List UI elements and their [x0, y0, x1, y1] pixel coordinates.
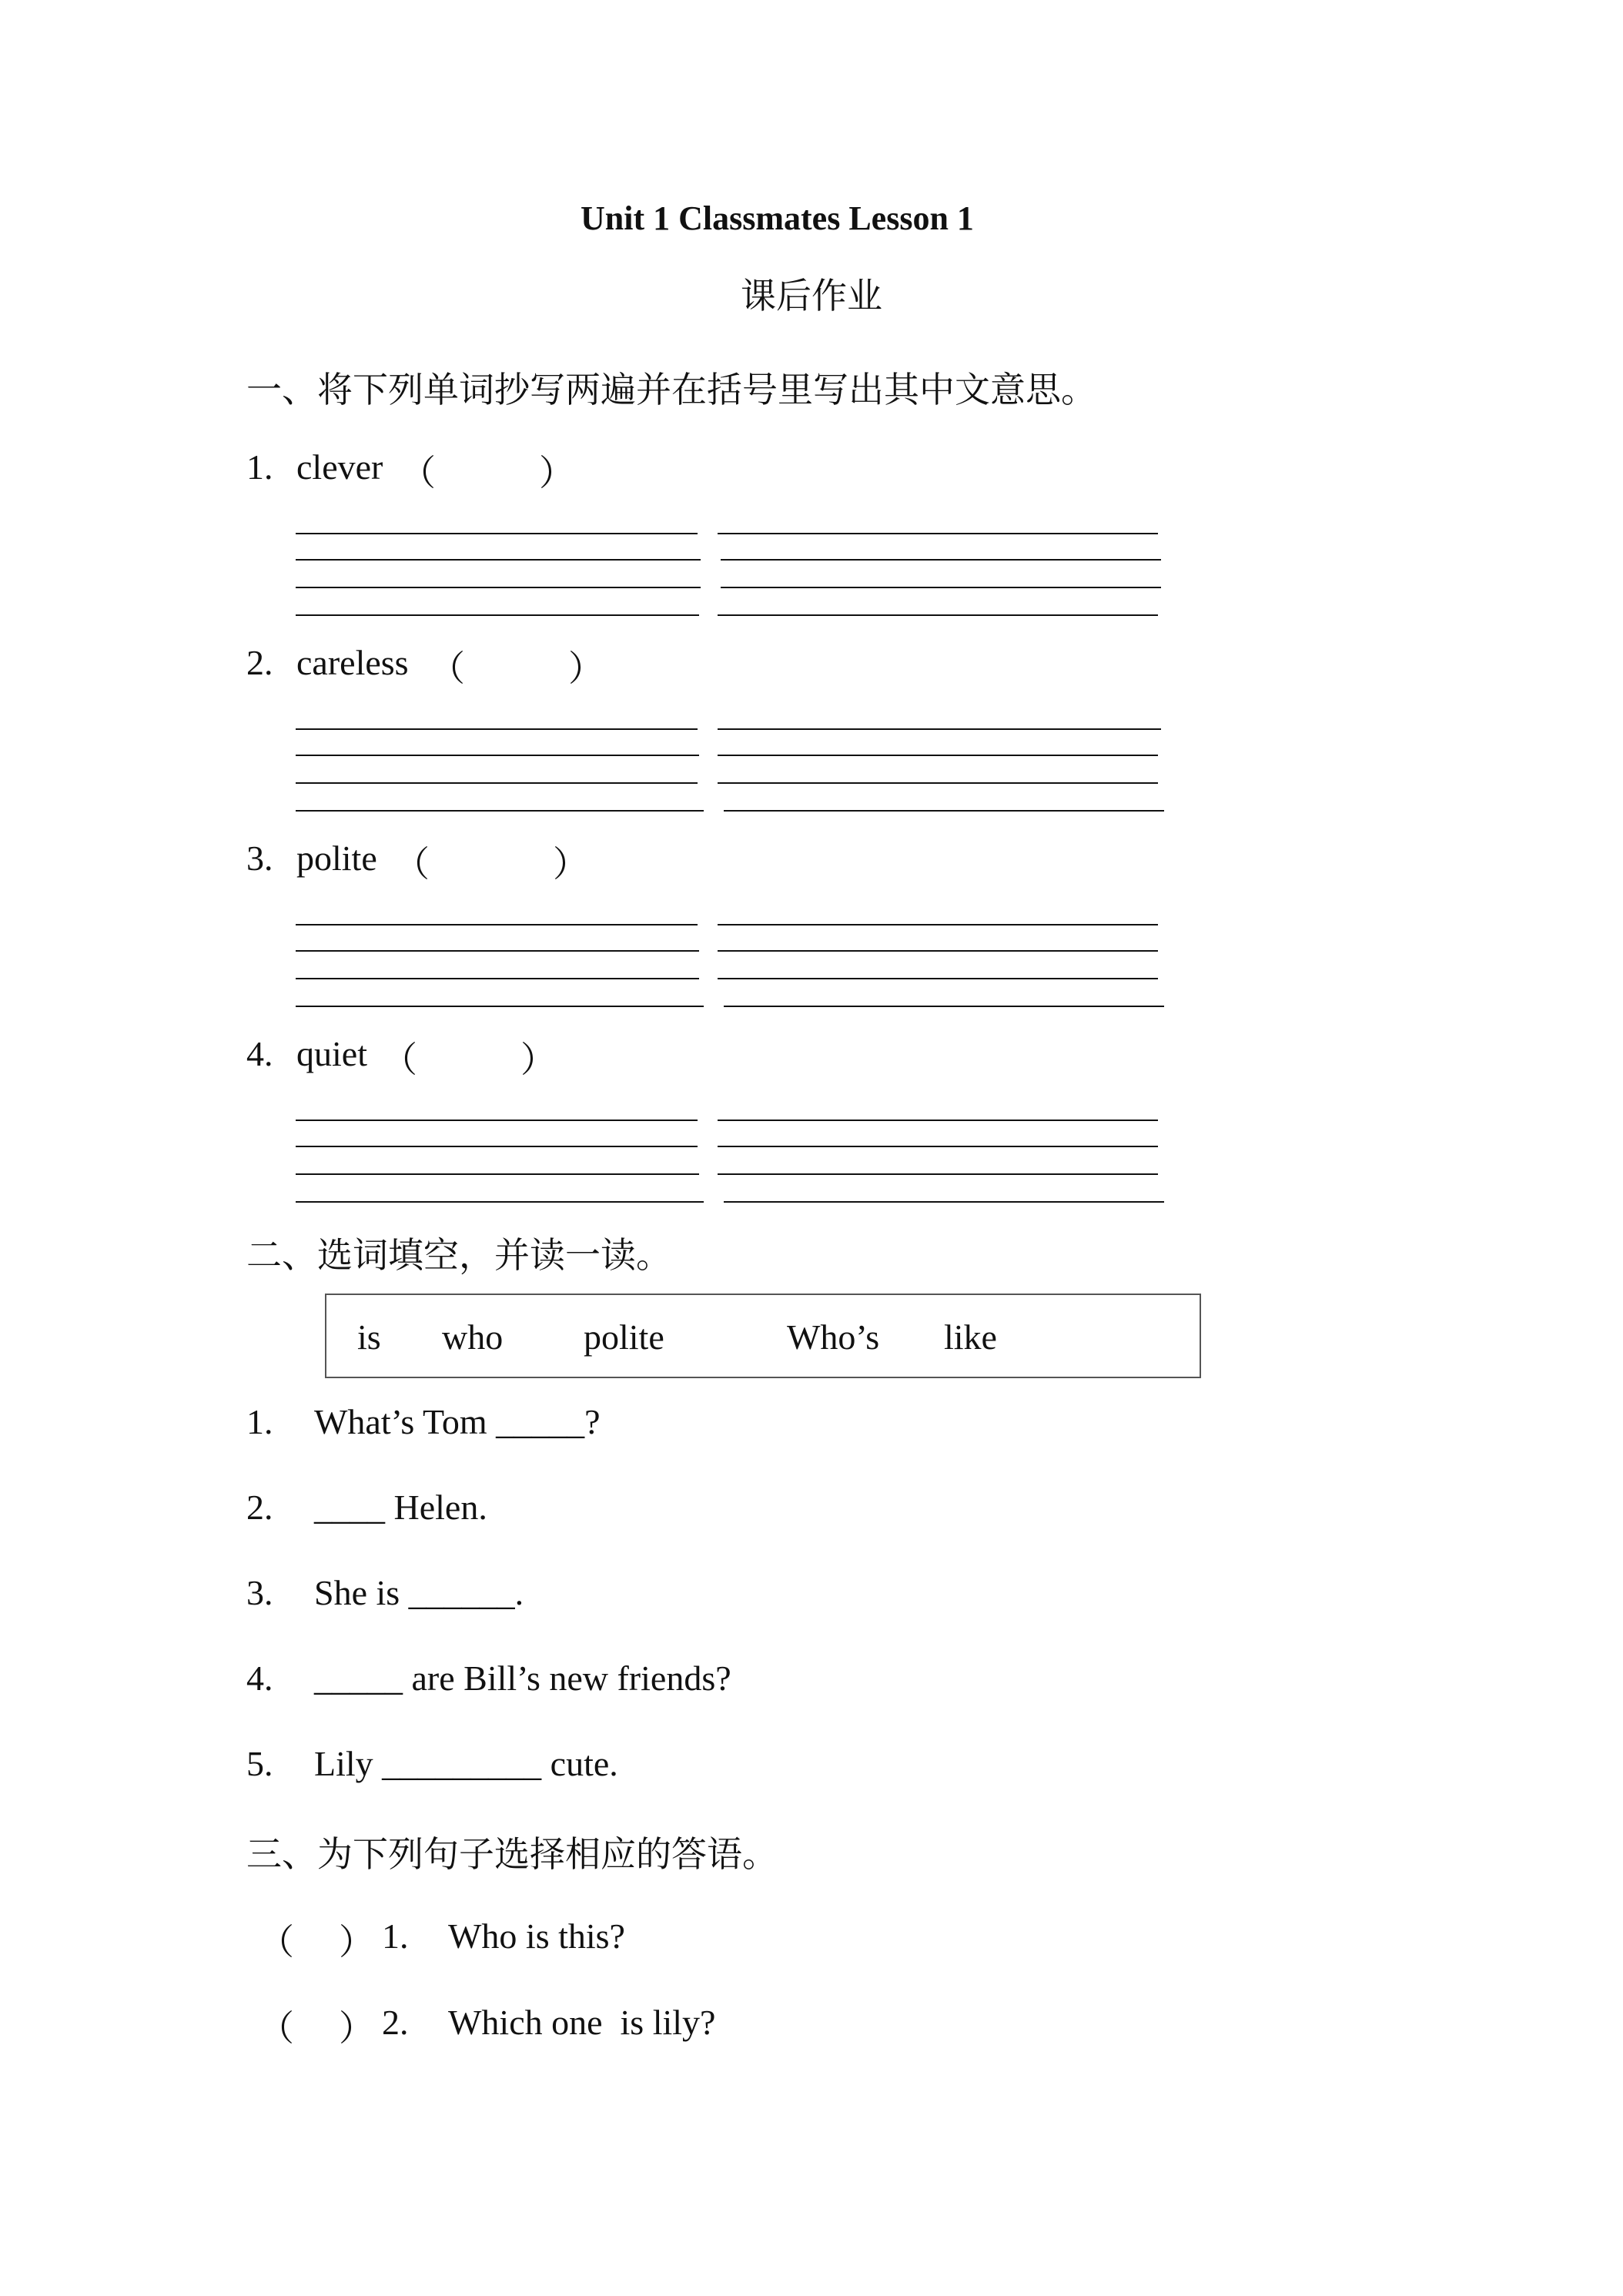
- s1-item-word: polite: [296, 838, 377, 878]
- s1-item-paren-open: （: [430, 648, 465, 689]
- section-3-heading: 三、为下列句子选择相应的答语。: [246, 1833, 778, 1875]
- word-bank-item: Who’s: [787, 1317, 880, 1357]
- s1-item-paren-close: ）: [553, 843, 588, 885]
- s1-item-word: quiet: [296, 1034, 367, 1073]
- s2-item-text: Lily _________ cute.: [314, 1744, 618, 1783]
- s2-item-text: She is ______.: [314, 1573, 524, 1612]
- section-2-heading: 二、选词填空，并读一读。: [246, 1234, 671, 1276]
- s3-answer-paren-close: ）: [339, 2007, 374, 2049]
- s2-item-number: 2.: [246, 1488, 273, 1527]
- s1-item-word: clever: [296, 447, 383, 487]
- s2-item-number: 1.: [246, 1402, 273, 1441]
- s3-item-text: Which one is lily?: [448, 2003, 716, 2042]
- s1-item-word: careless: [296, 643, 409, 682]
- word-bank-item: polite: [584, 1317, 664, 1357]
- s1-item-paren-close: ）: [568, 648, 604, 689]
- s1-item-paren-close: ）: [520, 1039, 556, 1080]
- s2-item-text: _____ are Bill’s new friends?: [314, 1658, 731, 1698]
- s2-item-number: 4.: [246, 1658, 273, 1698]
- s1-item-number: 2.: [246, 643, 273, 682]
- s2-item-text: ____ Helen.: [314, 1488, 487, 1527]
- word-bank-item: is: [357, 1317, 381, 1357]
- word-bank-item: who: [442, 1317, 504, 1357]
- s1-item-paren-close: ）: [539, 452, 574, 494]
- s1-item-number: 4.: [246, 1034, 273, 1073]
- word-bank-item: like: [944, 1317, 997, 1357]
- s3-item-text: Who is this?: [448, 1916, 625, 1956]
- section-1-heading: 一、将下列单词抄写两遍并在括号里写出其中文意思。: [246, 369, 1096, 410]
- s2-item-number: 3.: [246, 1573, 273, 1612]
- s3-answer-paren-close: ）: [339, 1921, 374, 1963]
- s1-item-number: 3.: [246, 838, 273, 878]
- s1-item-paren-open: （: [382, 1039, 417, 1080]
- s3-item-number: 2.: [382, 2003, 409, 2042]
- s3-item-number: 1.: [382, 1916, 409, 1956]
- page-subtitle: 课后作业: [741, 275, 882, 316]
- s2-item-text: What’s Tom _____?: [314, 1402, 601, 1441]
- s3-answer-paren-open: （: [259, 2007, 294, 2049]
- s1-item-number: 1.: [246, 447, 273, 487]
- s1-item-paren-open: （: [394, 843, 430, 885]
- s1-item-paren-open: （: [400, 452, 436, 494]
- s3-answer-paren-open: （: [259, 1921, 294, 1963]
- page-title: Unit 1 Classmates Lesson 1: [581, 199, 974, 237]
- s2-item-number: 5.: [246, 1744, 273, 1783]
